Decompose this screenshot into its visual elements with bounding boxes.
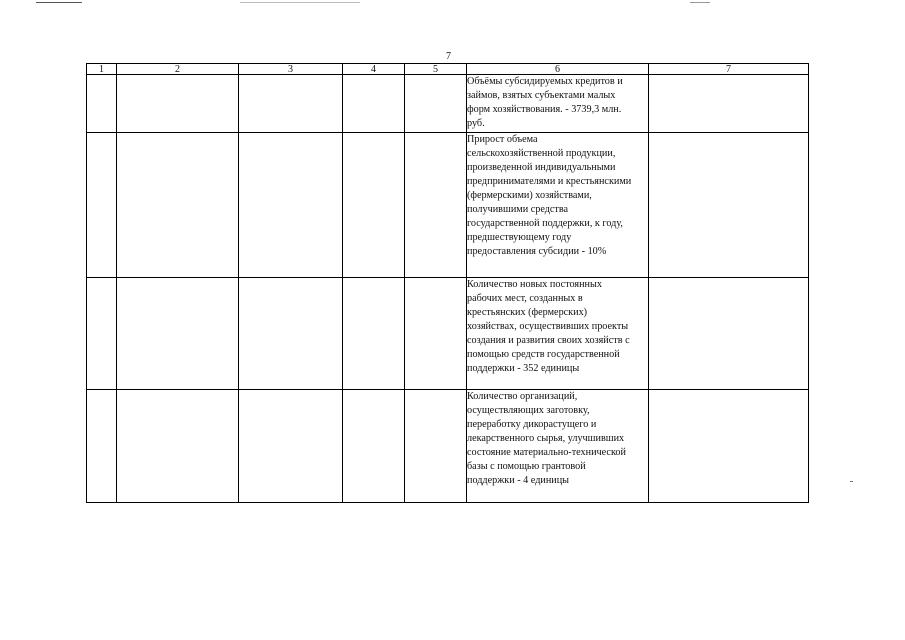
table-cell [87,278,117,390]
table-cell [343,75,405,133]
table-cell [239,133,343,278]
column-header: 6 [467,64,649,75]
table-cell [649,75,809,133]
table-cell [117,390,239,503]
table-cell [405,278,467,390]
table-cell [405,75,467,133]
table-cell [343,133,405,278]
data-table [86,63,809,503]
table-cell [117,75,239,133]
scan-artifact [36,2,82,3]
indicator-cell: Объёмы субсидируемых кредитов и займов, взятых субъектами малых форм хозяйствования. - 3739,3 млн. руб. [467,75,649,133]
table-cell [239,390,343,503]
table-cell [405,133,467,278]
table-cell [117,133,239,278]
table-cell [239,278,343,390]
indicator-cell: Количество новых постоянных рабочих мест, созданных в крестьянских (фермерских) хозяйствах, осуществивших проекты создания и развития своих хозяйств с помощью средств государственной поддержки - 352 единицы [467,278,649,390]
table-row [87,75,809,133]
scan-artifact [240,2,360,3]
table-cell [117,278,239,390]
table-cell [343,390,405,503]
table-cell [649,278,809,390]
indicator-cell: Прирост объема сельскохозяйственной продукции, произведенной индивидуальными предпринимателями и крестьянскими (фермерскими) хозяйствами, получившими средства государственной поддержки, к году, предшествующему году предоставления субсидии - 10% [467,133,649,278]
table-row [87,278,809,390]
column-header: 3 [239,64,343,75]
table-row [87,390,809,503]
column-header: 2 [117,64,239,75]
table-cell [343,278,405,390]
table-cell [87,75,117,133]
table-cell [87,390,117,503]
table-cell [649,390,809,503]
table-cell [239,75,343,133]
table-row [87,133,809,278]
column-header: 7 [649,64,809,75]
table-cell [405,390,467,503]
header-row [87,64,809,75]
table-cell [649,133,809,278]
indicator-cell: Количество организаций, осуществляющих заготовку, переработку дикорастущего и лекарственного сырья, улучшивших состояние материально-технической базы с помощью грантовой поддержки - 4 единицы [467,390,649,503]
scan-artifact [850,481,853,482]
column-header: 1 [87,64,117,75]
page-number: 7 [446,51,451,62]
table-cell [87,133,117,278]
column-header: 4 [343,64,405,75]
scan-artifact [690,2,710,3]
column-header: 5 [405,64,467,75]
